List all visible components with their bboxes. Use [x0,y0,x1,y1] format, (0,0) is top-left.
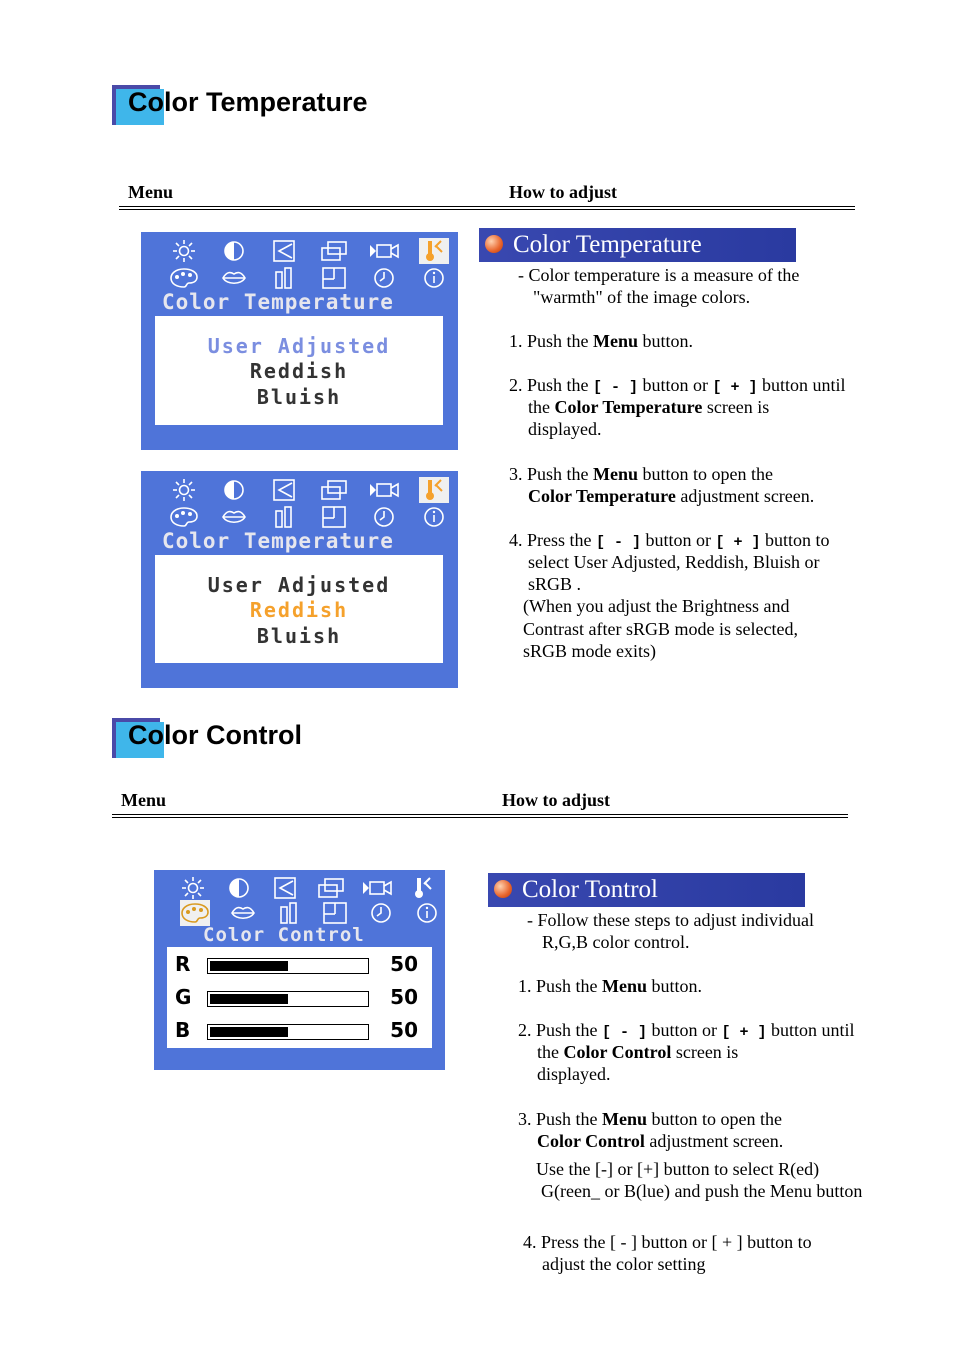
position-icon[interactable] [308,875,354,901]
rgb-label: B [175,1018,191,1042]
step-2-line-2: the Color Control screen is [537,1042,739,1062]
color-palette-icon[interactable] [159,504,209,530]
video-icon[interactable] [359,477,409,503]
osd-icon-row-bottom [159,265,459,291]
osd-title: Color Control [203,924,365,946]
columns-icon[interactable] [266,900,312,926]
color-temperature-icon[interactable] [419,238,449,264]
rgb-label: G [175,985,192,1009]
osd-option-reddish[interactable]: Reddish [249,359,349,383]
step-4-note-3: sRGB mode exits) [523,641,656,661]
step-4-line-3: sRGB . [528,574,582,594]
lips-icon[interactable] [209,504,259,530]
contrast-icon[interactable] [209,238,259,264]
osd-color-temperature-1 [141,232,458,450]
color-temperature-icon[interactable] [419,477,449,503]
divider [112,814,848,815]
brightness-icon[interactable] [159,477,209,503]
section-title: Color Control [128,720,302,750]
rgb-row-green[interactable] [167,983,432,1013]
rgb-slider[interactable] [207,1024,369,1040]
osd-option-bluish[interactable]: Bluish [256,624,342,648]
osd-rgb-box [167,947,432,1048]
osd-option-user-adjusted[interactable]: User Adjusted [207,334,391,358]
step-4: 4. Press the [ - ] button or [ + ] button to [523,1232,812,1252]
osd-option-reddish[interactable]: Reddish [249,598,349,622]
osd-icon-row-top [170,875,446,901]
image-lock-icon[interactable] [259,477,309,503]
rgb-slider-fill [210,961,288,971]
columns-icon[interactable] [259,265,309,291]
image-lock-icon[interactable] [259,238,309,264]
step-3-line-2: Color Temperature adjustment screen. [528,486,815,506]
position-icon[interactable] [309,238,359,264]
banner-color-control [488,873,805,907]
image-lock-icon[interactable] [262,875,308,901]
info-icon[interactable] [409,265,459,291]
step-2: 2. Push the [ - ] button or [ + ] button until [509,375,846,396]
rgb-slider-fill [210,994,288,1004]
window-icon[interactable] [309,504,359,530]
divider [119,209,855,210]
columns-icon[interactable] [259,504,309,530]
contrast-icon[interactable] [209,477,259,503]
rgb-value: 50 [390,1018,418,1042]
osd-icon-row-top [159,477,459,503]
intro-line-1: - Color temperature is a measure of the [518,265,800,285]
step-2: 2. Push the [ - ] button or [ + ] button until [518,1020,855,1041]
osd-color-control [154,870,445,1070]
video-icon[interactable] [354,875,400,901]
bullet-icon [494,880,512,898]
clock-icon[interactable] [359,265,409,291]
step-3: 3. Push the Menu button to open the [518,1109,782,1129]
window-icon[interactable] [309,265,359,291]
intro-line-1: - Follow these steps to adjust individual [527,910,814,930]
color-palette-icon[interactable] [180,900,210,926]
brightness-icon[interactable] [159,238,209,264]
intro-line-2: R,G,B color control. [542,932,690,952]
step-3: 3. Push the Menu button to open the [509,464,773,484]
color-palette-icon[interactable] [159,265,209,291]
osd-option-box [155,316,443,425]
osd-color-temperature-2 [141,471,458,688]
contrast-icon[interactable] [216,875,262,901]
banner-title: Color Tontrol [522,876,658,903]
rgb-value: 50 [390,985,418,1009]
step-3-line-2: Color Control adjustment screen. [537,1131,784,1151]
osd-option-user-adjusted[interactable]: User Adjusted [207,573,391,597]
rgb-row-red[interactable] [167,950,432,980]
column-header-menu: Menu [121,790,166,810]
osd-option-bluish[interactable]: Bluish [256,385,342,409]
clock-icon[interactable] [359,504,409,530]
step-2-line-2: the Color Temperature screen is [528,397,770,417]
lips-icon[interactable] [220,900,266,926]
bullet-icon [485,235,503,253]
column-header-menu: Menu [128,182,173,202]
step-2-line-3: displayed. [528,419,602,439]
rgb-label: R [175,952,191,976]
step-4-line-2: select User Adjusted, Reddish, Bluish or [528,552,820,572]
step-1: 1. Push the Menu button. [509,331,694,351]
rgb-row-blue[interactable] [167,1016,432,1046]
step-1: 1. Push the Menu button. [518,976,703,996]
rgb-value: 50 [390,952,418,976]
step-4-line-2: adjust the color setting [542,1254,706,1274]
video-icon[interactable] [359,238,409,264]
divider [119,206,855,207]
info-icon[interactable] [409,504,459,530]
banner-title: Color Temperature [513,231,702,258]
step-3-usage-2: G(reen_ or B(lue) and push the Menu button [541,1181,863,1201]
osd-icon-row-bottom [159,504,459,530]
osd-title: Color Temperature [162,290,394,314]
step-4: 4. Press the [ - ] button or [ + ] button to [509,530,830,551]
step-2-line-3: displayed. [537,1064,611,1084]
brightness-icon[interactable] [170,875,216,901]
banner-color-temperature [479,228,796,262]
step-3-usage-1: Use the [-] or [+] button to select R(ed) [536,1159,820,1179]
window-icon[interactable] [312,900,358,926]
clock-icon[interactable] [358,900,404,926]
osd-title: Color Temperature [162,529,394,553]
rgb-slider-fill [210,1027,288,1037]
osd-icon-row-bottom [170,900,450,926]
divider [112,817,848,818]
step-4-note-2: Contrast after sRGB mode is selected, [523,619,798,639]
lips-icon[interactable] [209,265,259,291]
rgb-slider[interactable] [207,958,369,974]
color-temperature-icon[interactable] [400,875,446,901]
position-icon[interactable] [309,477,359,503]
osd-option-box [155,555,443,663]
column-header-how: How to adjust [509,182,618,202]
column-header-how: How to adjust [502,790,611,810]
rgb-slider[interactable] [207,991,369,1007]
osd-icon-row-top [159,238,459,264]
section-title: Color Temperature [128,87,368,117]
step-4-note-1: (When you adjust the Brightness and [523,596,790,616]
intro-line-2: "warmth" of the image colors. [533,287,751,307]
info-icon[interactable] [404,900,450,926]
